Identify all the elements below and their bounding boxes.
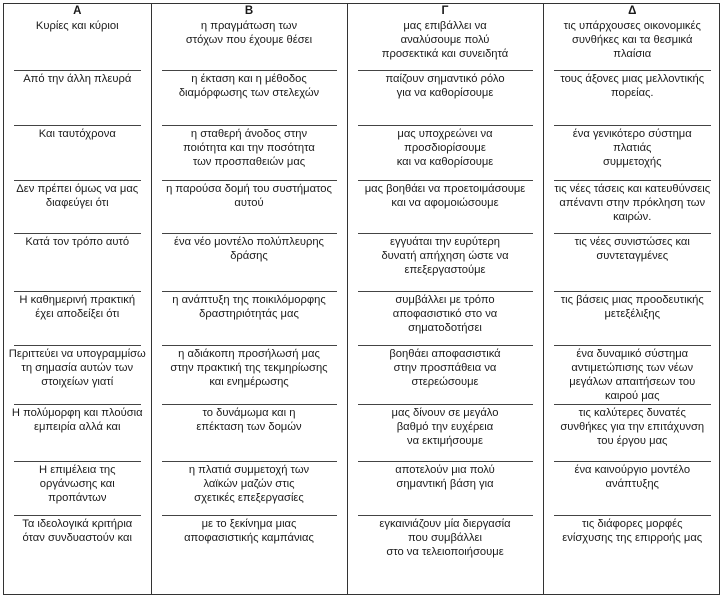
table-row xyxy=(4,126,721,181)
cell-a: Και ταυτόχρονα xyxy=(4,126,151,181)
cell-b: η παρούσα δομή του συστήματος αυτού xyxy=(151,181,347,234)
column-header-d: Δ xyxy=(543,4,721,18)
cell-d: τις υπάρχουσες οικονομικές συνθήκες και τα θεσμικά πλαίσια xyxy=(543,18,721,71)
cell-c: εγκαινιάζουν μία διεργασία που συμβάλλει στο να τελειοποιήσουμε xyxy=(347,516,543,594)
cell-b: το δυνάμωμα και η επέκταση των δομών xyxy=(151,405,347,462)
cell-c: μας βοηθάει να προετοιμάσουμε και να αφομοιώσουμε xyxy=(347,181,543,234)
cell-b: η πραγμάτωση των στόχων που έχουμε θέσει xyxy=(151,18,347,71)
table-row xyxy=(4,18,721,71)
cell-d: ένα καινούργιο μοντέλο ανάπτυξης xyxy=(543,462,721,516)
cell-c: μας υποχρεώνει να προσδιορίσουμε και να καθορίσουμε xyxy=(347,126,543,181)
cell-d: τις νέες τάσεις και κατευθύνσεις απέναντι στην πρόκληση των καιρών. xyxy=(543,181,721,234)
phrase-table-sheet xyxy=(3,3,720,595)
phrase-table xyxy=(4,4,721,594)
cell-b: η σταθερή άνοδος στην ποιότητα και την ποσότητα των προσπαθειών μας xyxy=(151,126,347,181)
cell-a: Κατά τον τρόπο αυτό xyxy=(4,234,151,291)
cell-d: τις καλύτερες δυνατές συνθήκες για την επιτάχυνση του έργου μας xyxy=(543,405,721,462)
cell-a: Η πολύμορφη και πλούσια εμπειρία αλλά και xyxy=(4,405,151,462)
table-row xyxy=(4,462,721,516)
cell-d: ένα γενικότερο σύστημα πλατιάς συμμετοχής xyxy=(543,126,721,181)
cell-d: τις βάσεις μιας προοδευτικής μετεξέλιξης xyxy=(543,292,721,346)
cell-c: παίζουν σημαντικό ρόλο για να καθορίσουμε xyxy=(347,71,543,125)
cell-c: βοηθάει αποφασιστικά στην προσπάθεια να στερεώσουμε xyxy=(347,346,543,404)
table-row xyxy=(4,405,721,462)
column-header-c: Γ xyxy=(347,4,543,18)
cell-a: Από την άλλη πλευρά xyxy=(4,71,151,125)
cell-a: Η επιμέλεια της οργάνωσης και προπάντων xyxy=(4,462,151,516)
cell-a: Τα ιδεολογικά κριτήρια όταν συνδυαστούν και xyxy=(4,516,151,594)
cell-b: η αδιάκοπη προσήλωσή μας στην πρακτική της τεκμηρίωσης και ενημέρωσης xyxy=(151,346,347,404)
cell-d: τις νέες συνιστώσες και συντεταγμένες xyxy=(543,234,721,291)
column-header-a: Α xyxy=(4,4,151,18)
column-header-b: Β xyxy=(151,4,347,18)
cell-a: Κυρίες και κύριοι xyxy=(4,18,151,71)
table-row xyxy=(4,516,721,594)
cell-a: Δεν πρέπει όμως να μας διαφεύγει ότι xyxy=(4,181,151,234)
cell-d: τις διάφορες μορφές ενίσχυσης της επιρροής μας xyxy=(543,516,721,594)
cell-b: η ανάπτυξη της ποικιλόμορφης δραστηριότητάς μας xyxy=(151,292,347,346)
cell-a: Περιττεύει να υπογραμμίσω τη σημασία αυτών των στοιχείων γιατί xyxy=(4,346,151,404)
header-row xyxy=(4,4,721,18)
table-row xyxy=(4,71,721,125)
cell-b: με το ξεκίνημα μιας αποφασιστικής καμπάνιας xyxy=(151,516,347,594)
cell-c: εγγυάται την ευρύτερη δυνατή απήχηση ώστε να επεξεργαστούμε xyxy=(347,234,543,291)
cell-b: η πλατιά συμμετοχή των λαϊκών μαζών στις σχετικές επεξεργασίες xyxy=(151,462,347,516)
cell-d: ένα δυναμικό σύστημα αντιμετώπισης των νέων μεγάλων απαιτήσεων του καιρού μας xyxy=(543,346,721,404)
cell-d: τους άξονες μιας μελλοντικής πορείας. xyxy=(543,71,721,125)
cell-c: μας δίνουν σε μεγάλο βαθμό την ευχέρεια να εκτιμήσουμε xyxy=(347,405,543,462)
table-row xyxy=(4,292,721,346)
cell-b: ένα νέο μοντέλο πολύπλευρης δράσης xyxy=(151,234,347,291)
cell-c: συμβάλλει με τρόπο αποφασιστικό στο να σηματοδοτήσει xyxy=(347,292,543,346)
table-row xyxy=(4,181,721,234)
cell-b: η έκταση και η μέθοδος διαμόρφωσης των στελεχών xyxy=(151,71,347,125)
table-row xyxy=(4,234,721,291)
cell-a: Η καθημερινή πρακτική έχει αποδείξει ότι xyxy=(4,292,151,346)
cell-c: αποτελούν μια πολύ σημαντική βάση για xyxy=(347,462,543,516)
cell-c: μας επιβάλλει να αναλύσουμε πολύ προσεκτικά και συνειδητά xyxy=(347,18,543,71)
table-row xyxy=(4,346,721,404)
